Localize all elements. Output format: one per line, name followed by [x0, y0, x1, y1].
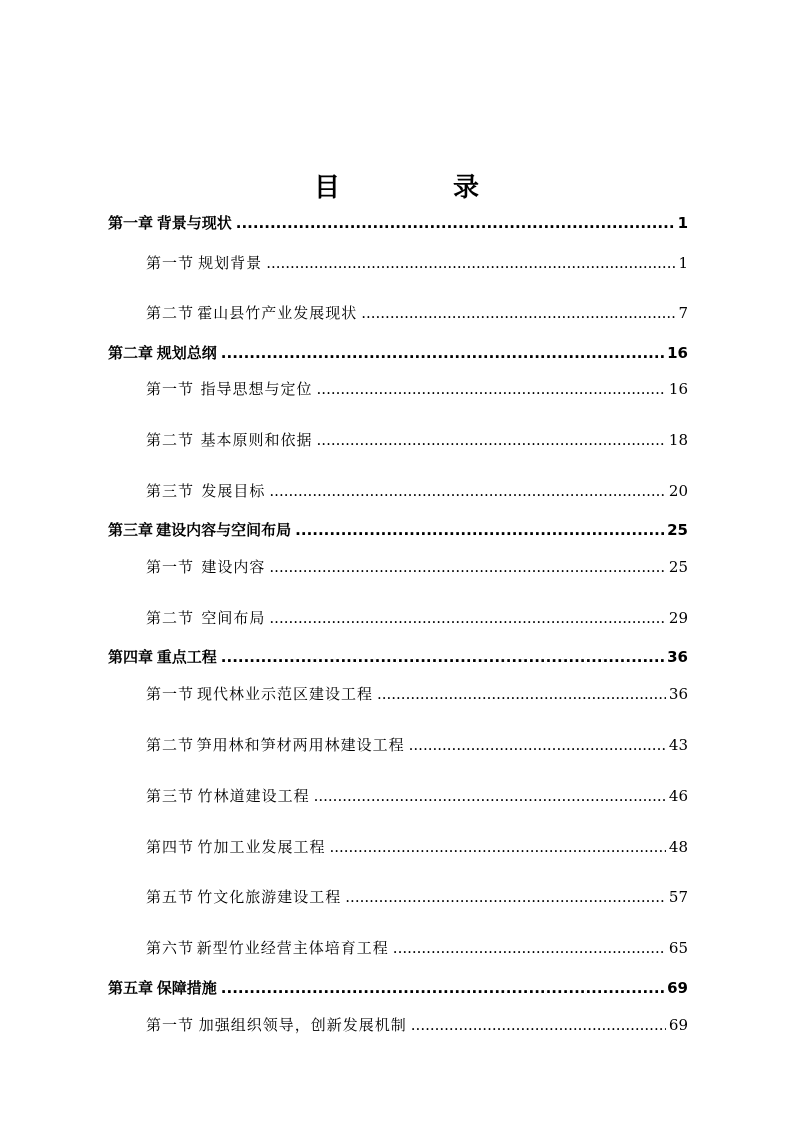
toc-entry-page: 36 — [668, 685, 688, 703]
toc-entry-title: 竹加工业发展工程 — [197, 838, 326, 856]
toc-entry-title: 现代林业示范区建设工程 — [196, 685, 373, 703]
toc-entry-number: 第二节 — [146, 736, 195, 754]
dot-leader — [377, 682, 666, 706]
toc-entry-number: 第二章 — [108, 344, 154, 362]
toc-entry-number: 第二节 — [146, 304, 195, 322]
toc-entry-page: 48 — [668, 838, 688, 856]
toc-section-5-1[interactable] — [0, 1013, 688, 1037]
toc-chapter-5[interactable] — [0, 976, 688, 1000]
toc-entry-title: 加强组织领导，创新发展机制 — [198, 1016, 407, 1034]
dot-leader — [314, 784, 666, 808]
toc-entry-page: 46 — [668, 787, 688, 805]
toc-entry-page: 36 — [667, 648, 688, 666]
toc-entry-page: 57 — [668, 888, 688, 906]
toc-entry-title: 笋用林和笋材两用林建设工程 — [196, 736, 405, 754]
toc-entry-title: 竹文化旅游建设工程 — [197, 888, 342, 906]
toc-entry-number: 第一节 — [146, 254, 195, 272]
toc-entry-number: 第二节 — [146, 431, 195, 449]
toc-entry-number: 第三节 — [146, 482, 195, 500]
dot-leader — [409, 733, 666, 757]
toc-chapter-2[interactable] — [0, 341, 688, 365]
toc-entry-title: 发展目标 — [201, 482, 266, 500]
toc-section-4-6[interactable] — [0, 936, 688, 960]
toc-section-3-1[interactable] — [0, 555, 688, 579]
toc-entry-page: 18 — [668, 431, 688, 449]
toc-entry-page: 16 — [667, 344, 688, 362]
dot-leader — [221, 976, 664, 1000]
toc-entry-number: 第一节 — [146, 685, 195, 703]
toc-entry-title: 竹林道建设工程 — [197, 787, 310, 805]
toc-entry-page: 65 — [668, 939, 688, 957]
toc-section-1-2[interactable] — [0, 301, 688, 325]
toc-section-2-1[interactable] — [0, 377, 688, 401]
toc-entry-page: 29 — [668, 609, 688, 627]
dot-leader — [411, 1013, 666, 1037]
dot-leader — [317, 428, 666, 452]
toc-entry-number: 第五节 — [146, 888, 195, 906]
toc-entry-title: 空间布局 — [201, 609, 266, 627]
dot-leader — [269, 606, 666, 630]
toc-entry-page: 69 — [667, 979, 688, 997]
toc-entry-number: 第一节 — [146, 558, 195, 576]
toc-entry-number: 第三节 — [146, 787, 195, 805]
dot-leader — [221, 645, 664, 669]
toc-entry-page: 25 — [667, 521, 688, 539]
toc-entry-number: 第一节 — [146, 380, 195, 398]
dot-leader — [393, 936, 666, 960]
toc-entry-page: 43 — [668, 736, 688, 754]
toc-entry-number: 第六节 — [146, 939, 195, 957]
dot-leader — [269, 479, 666, 503]
toc-entry-number: 第一节 — [146, 1016, 195, 1034]
dot-leader — [266, 251, 675, 275]
toc-chapter-1[interactable] — [0, 211, 688, 235]
toc-entry-page: 25 — [668, 558, 688, 576]
toc-entry-title: 保障措施 — [156, 979, 217, 997]
dot-leader — [361, 301, 675, 325]
toc-section-3-2[interactable] — [0, 606, 688, 630]
dot-leader — [269, 555, 666, 579]
toc-section-1-1[interactable] — [0, 251, 688, 275]
toc-entry-title: 指导思想与定位 — [200, 380, 313, 398]
dot-leader — [295, 518, 664, 542]
toc-section-2-2[interactable] — [0, 428, 688, 452]
toc-entry-title: 规划总纲 — [156, 344, 217, 362]
toc-entry-title: 建设内容与空间布局 — [156, 521, 292, 539]
dot-leader — [317, 377, 666, 401]
toc-section-4-5[interactable] — [0, 885, 688, 909]
toc-entry-page: 7 — [678, 304, 688, 322]
toc-entry-title: 重点工程 — [156, 648, 217, 666]
toc-chapter-4[interactable] — [0, 645, 688, 669]
toc-title: 目 录 — [313, 173, 532, 203]
toc-entry-title: 新型竹业经营主体培育工程 — [196, 939, 389, 957]
toc-entry-number: 第五章 — [108, 979, 154, 997]
toc-entry-number: 第三章 — [108, 521, 154, 539]
toc-section-4-4[interactable] — [0, 835, 688, 859]
toc-entry-title: 霍山县竹产业发展现状 — [197, 304, 358, 322]
toc-entry-page: 1 — [678, 254, 688, 272]
toc-section-4-2[interactable] — [0, 733, 688, 757]
toc-entry-page: 16 — [668, 380, 688, 398]
toc-entry-title: 建设内容 — [201, 558, 266, 576]
toc-entry-number: 第四章 — [108, 648, 154, 666]
toc-section-4-3[interactable] — [0, 784, 688, 808]
toc-section-2-3[interactable] — [0, 479, 688, 503]
toc-entry-number: 第一章 — [108, 214, 154, 232]
toc-entry-title: 规划背景 — [198, 254, 263, 272]
toc-entry-page: 69 — [668, 1016, 688, 1034]
toc-entry-page: 20 — [668, 482, 688, 500]
toc-entry-page: 1 — [677, 214, 688, 232]
toc-entry-number: 第四节 — [146, 838, 195, 856]
toc-entry-title: 基本原则和依据 — [200, 431, 313, 449]
dot-leader — [236, 211, 675, 235]
dot-leader — [221, 341, 664, 365]
dot-leader — [329, 835, 665, 859]
toc-entry-number: 第二节 — [146, 609, 195, 627]
toc-entry-title: 背景与现状 — [156, 214, 232, 232]
dot-leader — [345, 885, 666, 909]
toc-section-4-1[interactable] — [0, 682, 688, 706]
toc-chapter-3[interactable] — [0, 518, 688, 542]
